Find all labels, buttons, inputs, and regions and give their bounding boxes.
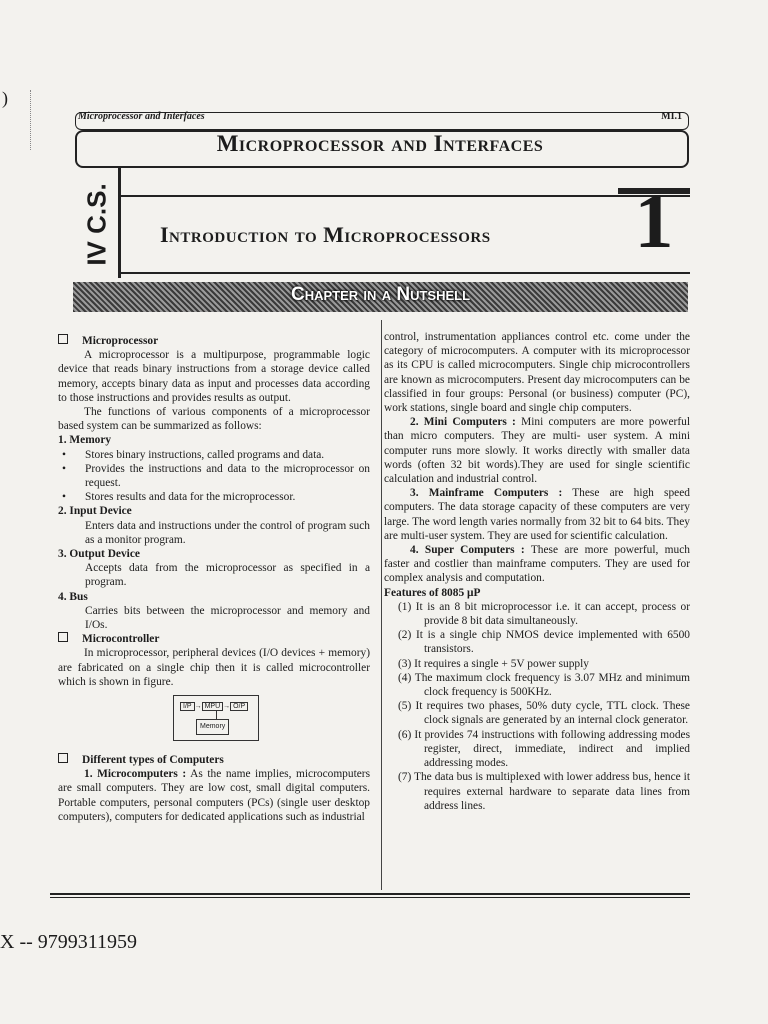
chapter-rule-bottom: [120, 272, 690, 274]
paragraph: 3. Mainframe Computers : These are high speed computers. The data storage capacity of these computers are very large. The word length varies normally from 32 bit to 64 bits. They are multi-user system. They are used for scientific calculation.: [384, 487, 690, 542]
book-title: Microprocessor and Interfaces: [216, 131, 544, 156]
item-heading: 2. Input Device: [58, 505, 132, 518]
side-label: [80, 170, 114, 278]
page-bottom-rule-thin: [50, 897, 690, 898]
feature-item: (4) The maximum clock frequency is 3.07 MHz and minimum clock frequency is 500KHz.: [398, 671, 690, 699]
bullet-item: • Stores results and data for the microprocessor.: [58, 490, 370, 504]
chapter-number: 1: [634, 177, 674, 264]
item-body: Accepts data from the microprocessor as specified in a program.: [85, 562, 370, 589]
box-bullet-icon: [58, 632, 68, 642]
running-header-title: Microprocessor and Interfaces: [78, 111, 205, 122]
feature-item: (6) It provides 74 instructions with following addressing modes register, direct, immediate, indirect and implied addressing modes.: [398, 728, 690, 770]
microcontroller-figure: [173, 695, 259, 741]
margin-mark: ): [2, 88, 8, 108]
features-heading: Features of 8085 μP: [384, 586, 481, 599]
features-list: [384, 600, 690, 813]
figure-block-row: I/P → MPU → O/P: [180, 700, 248, 714]
chapter-rule-top: [120, 195, 690, 197]
chapter-title: Introduction to Microprocessors: [160, 222, 491, 247]
paragraph: A microprocessor is a multipurpose, programmable logic device that reads binary instructions from a storage device called memory, accepts binary data as input and processes data according to those instructions and provides results as output.: [58, 349, 370, 404]
paragraph: 1. Microcomputers : As the name implies, microcomputers are small computers. They are low cost, small digital computers. Portable computers, personal computers (PCs) (single user desktop computers), computers for dedicated applications such as industrial: [58, 768, 371, 823]
section-heading: Microcontroller: [58, 632, 370, 646]
footer-contact: X -- 9799311959: [0, 931, 138, 953]
margin-dots: [30, 90, 39, 150]
feature-item: (2) It is a single chip NMOS device implemented with 6500 transistors.: [398, 629, 690, 656]
right-column: [384, 330, 690, 813]
box-bullet-icon: [58, 334, 68, 344]
figure-connector: [216, 710, 217, 719]
run-in-heading: 3. Mainframe Computers :: [410, 487, 563, 500]
paragraph: 4. Super Computers : These are more powerful, much faster and costlier than mainframe computers. They are used for complex analysis and computation.: [384, 544, 690, 585]
run-in-heading: 4. Super Computers :: [410, 544, 525, 557]
side-divider: [118, 168, 121, 278]
item-heading: 1. Memory: [58, 434, 112, 447]
page-bottom-rule: [50, 893, 690, 895]
nutshell-title: Chapter in a Nutshell: [290, 284, 471, 305]
feature-item: (7) The data bus is multiplexed with lower address bus, hence it requires external hardware to separate data lines from address lines.: [398, 771, 690, 812]
item-heading: 3. Output Device: [58, 548, 140, 561]
item-heading: 4. Bus: [58, 590, 88, 603]
paragraph: control, instrumentation appliances control etc. come under the category of microcomputers. A computer with its microprocessor as its CPU is called microcomputers. Single chip microcontrollers are known as microcomputers. Present day microcomputers can be classified in four groups: Personal (or business) computer (PC), work stations, single board and single chip computers.: [384, 331, 690, 415]
run-in-heading: 2. Mini Computers :: [410, 416, 516, 429]
feature-item: (5) It requires two phases, 50% duty cycle, TTL clock. These clock signals are generated by an internal clock generator.: [398, 700, 690, 727]
figure-output-box: O/P: [230, 702, 248, 711]
bullet-item: • Provides the instructions and data to the microprocessor on request.: [58, 462, 370, 490]
bullet-item: • Stores binary instructions, called programs and data.: [58, 448, 370, 462]
feature-item: (1) It is an 8 bit microprocessor i.e. it can accept, process or provide 8 bit data simultaneously.: [398, 600, 690, 628]
paragraph: In microprocessor, peripheral devices (I/O devices + memory) are fabricated on a single chip then it is called microcontroller which is shown in figure.: [58, 647, 370, 688]
run-in-heading: 1. Microcomputers :: [84, 768, 187, 781]
paragraph: 2. Mini Computers : Mini computers are more powerful than micro computers. They are multi- user system. A mini computer runs more slowly. It works directly with smaller data words (often 32 bit words).They are used for single scientific calculation and industrial control.: [384, 416, 690, 486]
item-body: Carries bits between the microprocessor and memory and I/Os.: [85, 604, 370, 632]
figure-memory-box: Memory: [196, 719, 229, 735]
figure-mpu-box: MPU: [202, 702, 224, 711]
paragraph: The functions of various components of a microprocessor based system can be summarized as follows:: [58, 406, 370, 433]
box-bullet-icon: [58, 753, 68, 763]
section-heading: Different types of Computers: [58, 753, 370, 767]
page-number: MI.1: [661, 111, 682, 122]
left-column: [58, 334, 370, 824]
figure-input-box: I/P: [180, 702, 195, 711]
side-label-text: IV C.S.: [81, 182, 112, 266]
section-heading: Microprocessor: [58, 334, 370, 348]
column-divider: [381, 320, 382, 890]
item-body: Enters data and instructions under the control of program such as a monitor program.: [85, 519, 370, 546]
feature-item: (3) It requires a single + 5V power supply: [398, 657, 589, 670]
